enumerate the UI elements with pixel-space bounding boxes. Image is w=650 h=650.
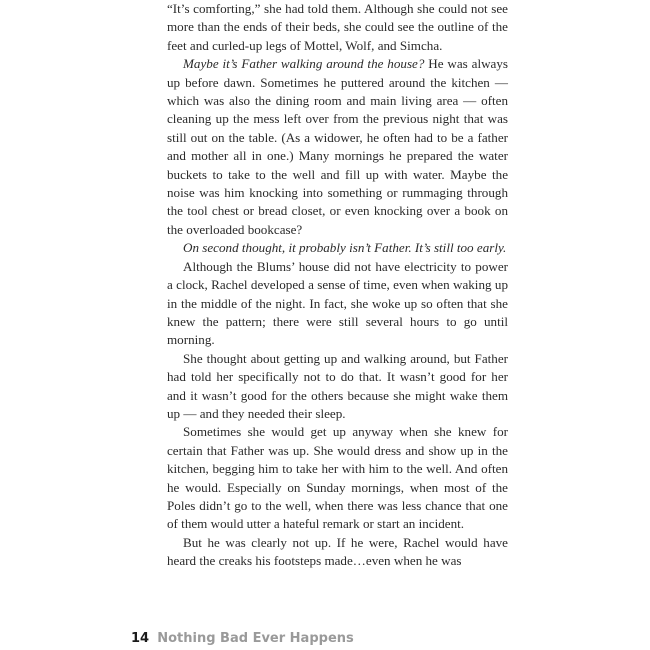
body-text (167, 0, 508, 571)
paragraph-2 (167, 55, 508, 239)
running-title: Nothing Bad Ever Happens (157, 631, 354, 646)
page-footer (131, 631, 354, 647)
paragraph-4: Although the Blums’ house did not have electricity to power a clock, Rachel developed a sense of time, even when waking up in the middle of the night. In fact, she woke up so often that she knew the pattern; there were still several hours to go until morning. (167, 258, 508, 348)
paragraph-7: But he was clearly not up. If he were, Rachel would have heard the creaks his footsteps made…even when he was (167, 534, 508, 569)
paragraph-3: On second thought, it probably isn’t Father. It’s still too early. (183, 240, 507, 256)
paragraph-5: She thought about getting up and walking around, but Father had told her specifically not to do that. It wasn’t good for her and it wasn’t good for the others because she might wake them up — and they needed their sleep. (167, 350, 508, 421)
paragraph-2-text: He was always up before dawn. Sometimes he puttered around the kitchen — which was also the dining room and main living area — often cleaning up the mess left over from the previous night that was still out on the table. (As a widower, he often had to be a father and mother all in one.) Many mornings he prepared the water buckets to take to the well and fill up with water. Maybe the noise was him knocking into something or rummaging through the tool chest or bread closet, or even knocking over a book on the overloaded bookcase? (167, 56, 509, 237)
italic-thought: Maybe it’s Father walking around the house? (183, 56, 425, 72)
paragraph-1: “It’s comforting,” she had told them. Although she could not see more than the ends of their beds, she could see the outline of the feet and curled-up legs of Mottel, Wolf, and Simcha. (167, 1, 508, 53)
page-number: 14 (131, 631, 150, 646)
paragraph-6: Sometimes she would get up anyway when she knew for certain that Father was up. She would dress and show up in the kitchen, begging him to take her with him to the well. And often he would. Especially on Sunday mornings, when most of the Poles didn’t go to the well, when there was less chance that one of them would utter a hateful remark or start an incident. (167, 424, 508, 532)
